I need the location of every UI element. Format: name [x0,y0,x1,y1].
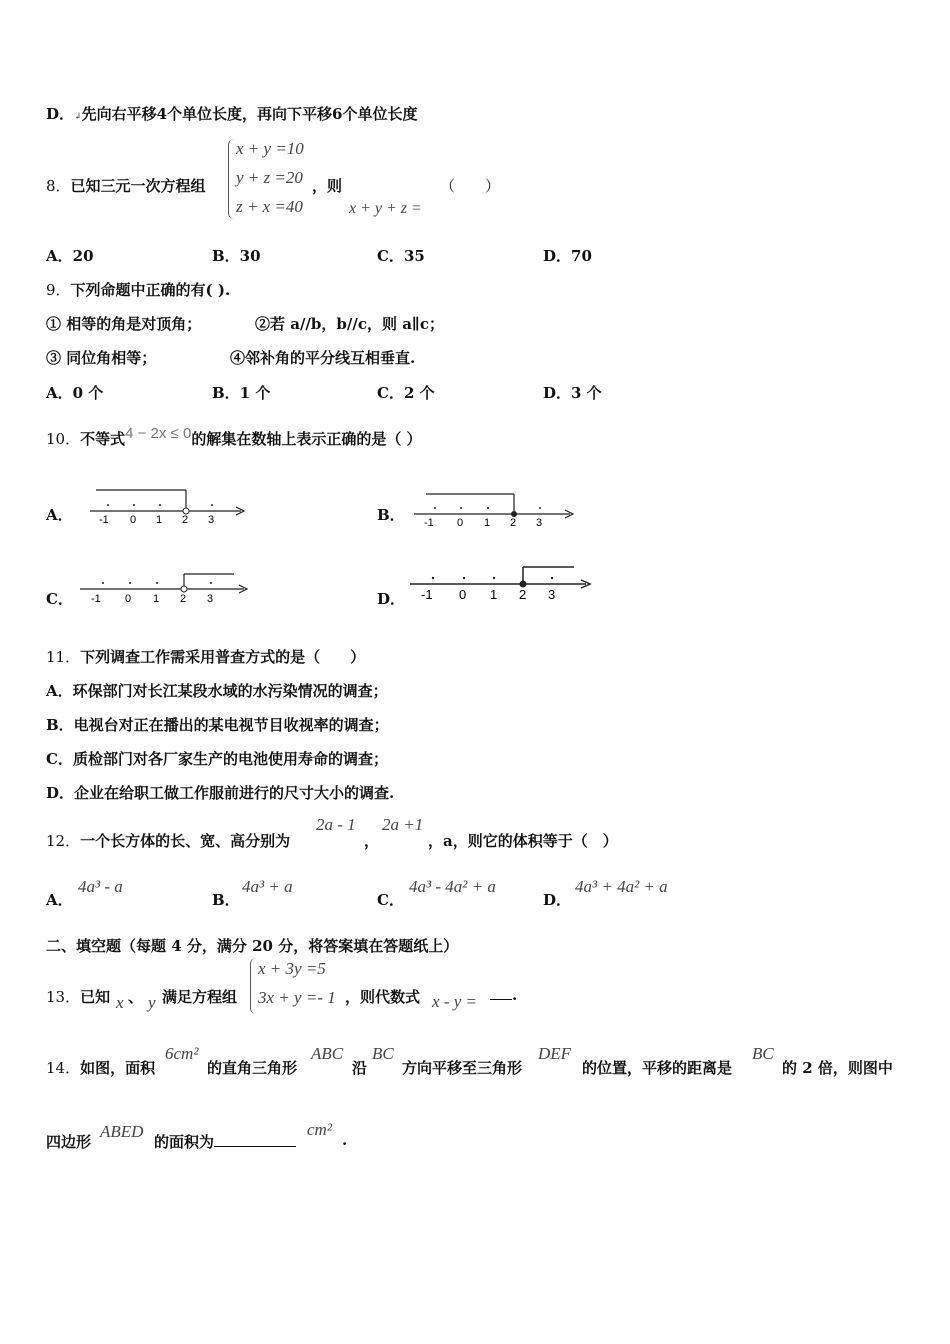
q10-c-tick-neg1: -1 [91,593,101,605]
q10-d-tick-3: 3 [548,587,556,602]
q10-label-b: B． [377,506,405,524]
q10-c-tick-0: 0 [125,593,132,605]
q12-label-a: A． [46,891,73,909]
q14-answer-blank[interactable] [214,1132,296,1147]
q12-expr-2: 2a +1 [382,815,424,834]
q10-b-tick-2: 2 [510,517,517,529]
q13-var-x: x [116,993,124,1012]
q10-d-tick-neg1: -1 [421,587,433,602]
q9-option-c: C．2 个 [377,384,435,402]
q10-c-tick-3: 3 [207,593,214,605]
q14-bc2: BC [752,1044,774,1063]
q12-option-a: 4a³ - a [78,877,123,896]
q14-abed: ABED [100,1122,144,1141]
q9-statement-4: ④邻补角的平分线互相垂直. [230,349,416,367]
q10-d-tick-1: 1 [490,587,498,602]
q10-numberline-b [410,487,585,533]
q10-c-tick-2: 2 [180,593,187,605]
q8-system-brace [228,139,235,219]
q9-option-a: A．0 个 [46,384,104,402]
q12-option-d: 4a³ + 4a² + a [575,877,668,896]
q10-d-tick-0: 0 [459,587,467,602]
q10-numberline-a [86,482,256,528]
q14-t6: 的 2 倍，则图中 [782,1059,893,1077]
q10-label-c: C． [46,590,73,608]
q8-eq3: z + x =40 [236,197,303,216]
q12-label-c: C． [377,891,404,909]
q14-l2a: 四边形 [46,1133,92,1151]
q9-statement-1: ① 相等的角是对顶角； [46,315,202,333]
q10-label-d: D． [377,590,406,608]
q10-a-tick-1: 1 [156,514,163,526]
q8-option-d: D．70 [543,247,592,265]
q10-b-tick-1: 1 [484,517,491,529]
q11-option-c: C．质检部门对各厂家生产的电池使用寿命的调查； [46,750,388,768]
q14-t4: 方向平移至三角形 [402,1059,523,1077]
q11-option-a: A．环保部门对长江某段水域的水污染情况的调查； [46,682,388,700]
q9-option-d: D．3 个 [543,384,602,402]
q14-abc: ABC [311,1044,344,1063]
q14-unit: cm² [307,1120,332,1139]
q13-answer-blank[interactable] [490,989,512,1000]
q13-var-y: y [148,993,156,1012]
q12-stem: 12．一个长方体的长、宽、高分别为 [46,832,291,850]
q12-label-d: D． [543,891,572,909]
q11-option-b: B．电视台对正在播出的某电视节目收视率的调查； [46,716,389,734]
q7-option-d: D．↲先向右平移4个单位长度，再向下平移6个单位长度 [46,105,418,123]
q11-option-d: D．企业在给职工做工作服前进行的尺寸大小的调查. [46,784,395,802]
q13-eq2: 3x + y =- 1 [258,988,336,1007]
q14-area: 6cm² [165,1044,199,1063]
q10-a-tick-neg1: -1 [99,514,109,526]
q8-expr: x + y + z = [349,200,422,217]
q9-option-b: B．1 个 [212,384,271,402]
q13-answer: . [490,986,517,1004]
q10-numberline-d [406,562,601,606]
q10-b-tick-neg1: -1 [424,517,434,529]
q14-t2: 的直角三角形 [207,1059,298,1077]
q13-system-brace [250,958,257,1014]
q12-expr-1: 2a - 1 [316,815,356,834]
q12-option-b: 4a³ + a [242,877,293,896]
q13-expr: x - y = [432,992,477,1011]
q12-tail: ，a，则它的体积等于（ ） [428,832,618,850]
q10-a-tick-0: 0 [130,514,137,526]
q10-c-tick-1: 1 [153,593,160,605]
q14-bc: BC [372,1044,394,1063]
q9-statement-3: ③ 同位角相等； [46,349,157,367]
q8-option-c: C．35 [377,247,425,265]
q8-option-a: A．20 [46,247,94,265]
q14-def: DEF [538,1044,572,1063]
q10-d-tick-2: 2 [519,587,527,602]
q14-t5: 的位置，平移的距离是 [582,1059,733,1077]
q12-label-b: B． [212,891,240,909]
q13-mid: 满足方程组 [162,988,238,1006]
q8-eq1: x + y =10 [236,139,304,158]
section-2-title: 二、填空题（每题 4 分，满分 20 分，将答案填在答题纸上） [46,937,459,955]
q14-num: 14．如图，面积 [46,1059,156,1077]
q8-answer-paren: （ ） [440,177,501,195]
q13-eq1: x + 3y =5 [258,959,326,978]
q10-numberline-c [76,568,256,608]
q10-label-a: A． [46,506,73,524]
q10-a-tick-2: 2 [182,514,189,526]
q10-a-tick-3: 3 [208,514,215,526]
q14-t3: 沿 [352,1059,368,1077]
q9-statement-2: ②若 a//b，b//c，则 a∥c； [255,315,444,333]
q13-stem: 13．已知 [46,988,111,1006]
q12-option-c: 4a³ - 4a² + a [409,877,496,896]
q11-stem: 11．下列调查工作需采用普查方式的是（ ） [46,648,366,666]
q12-comma: ， [364,832,380,850]
q14-l2b: 的面积为 [154,1131,296,1152]
q14-end: . [342,1131,348,1149]
q13-sep: 、 [128,988,144,1006]
q10-stem: 10．不等式4 − 2x ≤ 0的解集在数轴上表示正确的是（ ） [46,425,422,448]
q8-stem: 8．已知三元一次方程组 [46,177,206,195]
q8-eq2: y + z =20 [236,168,303,187]
q13-post: ，则代数式 [345,988,421,1006]
q10-b-tick-0: 0 [457,517,464,529]
q8-then: ，则 [312,177,343,195]
q9-stem: 9．下列命题中正确的有( ). [46,281,231,299]
q8-option-b: B．30 [212,247,261,265]
q10-inequality: 4 − 2x ≤ 0 [125,425,192,442]
q10-b-tick-3: 3 [536,517,543,529]
